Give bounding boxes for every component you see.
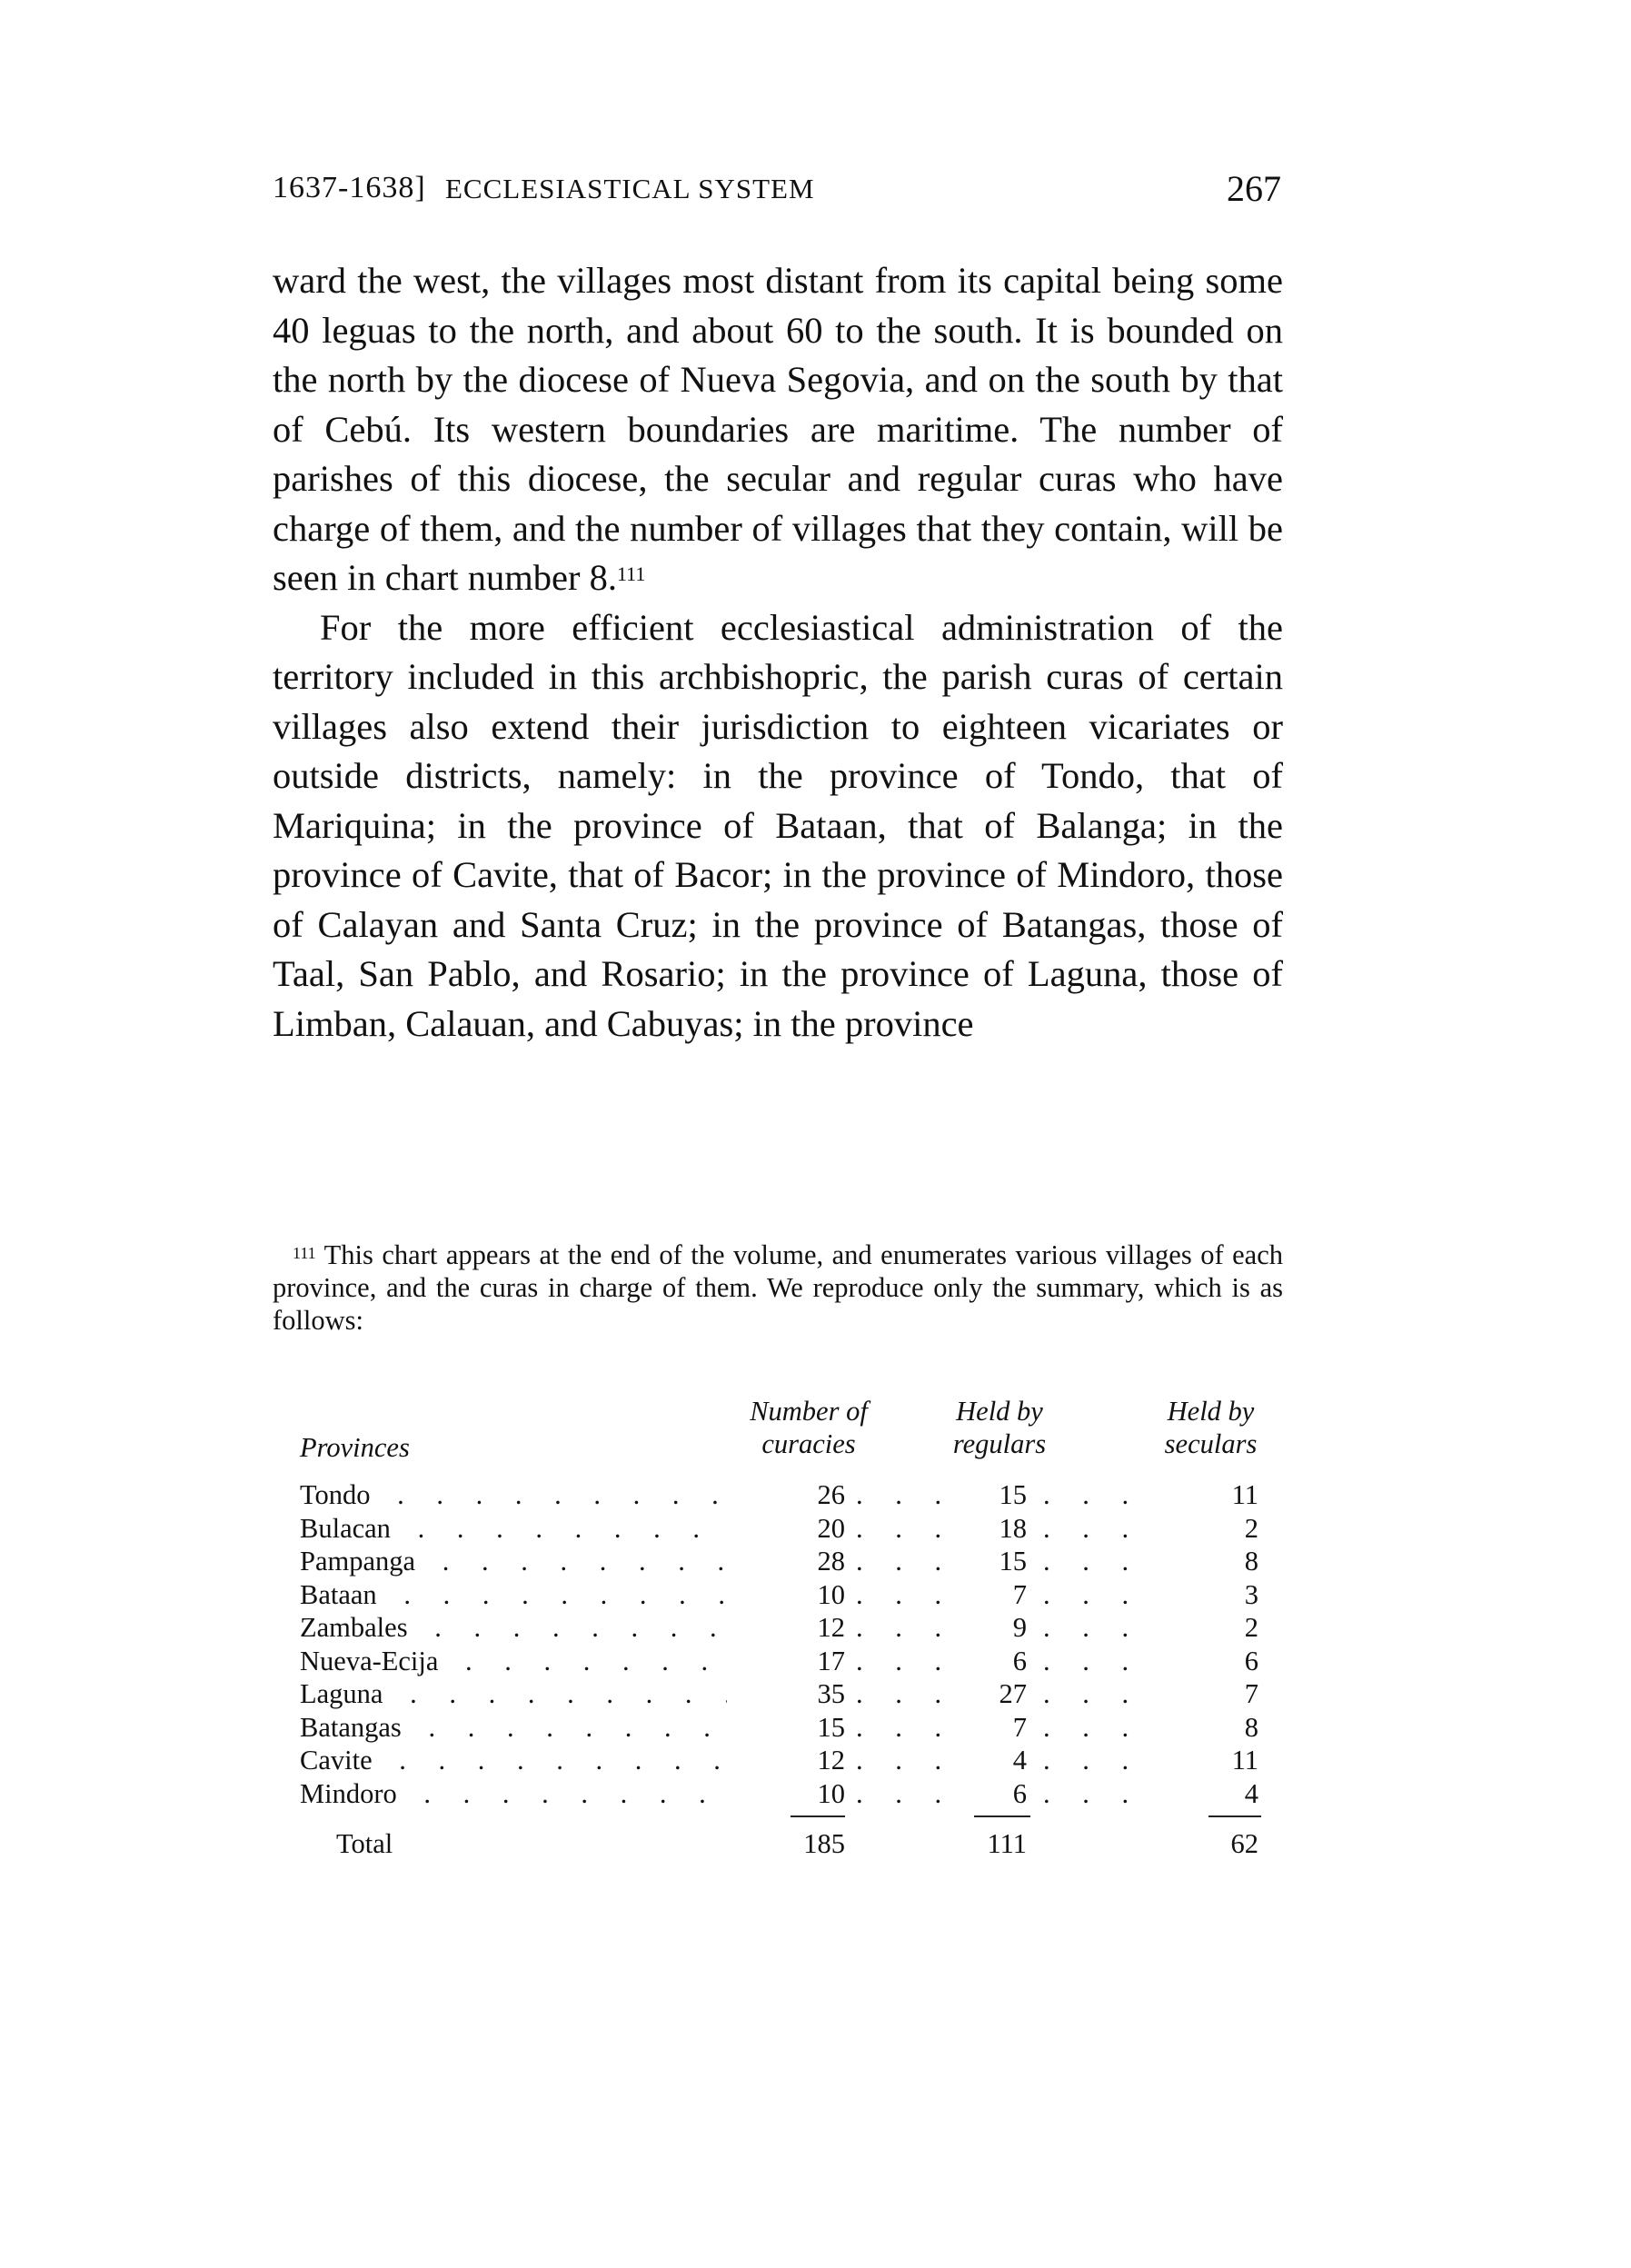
table-row: Nueva-Ecija . . . 17 . . . 6 . . . 6	[300, 1645, 1283, 1678]
running-head-dates: 1637-1638]	[273, 171, 426, 204]
header-seculars: Held by seculars	[1164, 1396, 1258, 1459]
footnote-marker: 111	[293, 1244, 316, 1262]
header-provinces: Provinces	[300, 1432, 410, 1463]
total-label: Total	[336, 1828, 393, 1859]
total-rules	[300, 1810, 1283, 1823]
table-row: Bataan . . . 10 . . . 7 . . . 3	[300, 1578, 1283, 1612]
running-head	[273, 169, 1281, 211]
header-curacies: Number of curacies	[750, 1396, 868, 1459]
running-head-title: ECCLESIASTICAL SYSTEM	[445, 173, 815, 204]
table-row: Pampanga . . . 28 . . . 15 . . . 8	[300, 1545, 1283, 1578]
table-header	[300, 1395, 1283, 1478]
table-row: Tondo . . . 26 . . . 15 . . . 11	[300, 1478, 1283, 1512]
header-regulars: Held by regulars	[952, 1396, 1047, 1459]
total-regulars: 111	[987, 1828, 1027, 1859]
body-text	[273, 256, 1283, 1049]
table-row: Batangas . . . 15 . . . 7 . . . 8	[300, 1711, 1283, 1745]
table-row: Mindoro . . . 10 . . . 6 . . . 4	[300, 1777, 1283, 1811]
paragraph-1: ward the west, the villages most distant from its capital being some 40 leguas to the north, and about 60 to the south. It is bounded on the north by the diocese of Nueva Segovia, and on the south by that of Cebú. Its western boundaries are maritime. The number of parishes of this diocese, the secular and regular curas who have charge of them, and the number of villages that they contain, will be seen in chart number 8.$^{111}$	[273, 260, 1283, 598]
table-row: Cavite . . . 12 . . . 4 . . . 11	[300, 1744, 1283, 1777]
footnote-text: This chart appears at the end of the volume, and enumerates various villages of each province, and the curas in charge of them. We reproduce only the summary, which is as follows:	[273, 1239, 1283, 1336]
page-number: 267	[1227, 168, 1281, 209]
summary-table	[300, 1395, 1283, 1865]
total-seculars: 62	[1230, 1828, 1258, 1859]
table-row: Zambales . . . 12 . . . 9 . . . 2	[300, 1611, 1283, 1645]
paragraph-2: For the more efficient ecclesiastical administration of the territory included in this archbishopric, the parish curas of certain villages also extend their jurisdiction to eighteen vicariates or outside districts, namely: in the province of Tondo, that of Mariquina; in the province of Bataan, that of Balanga; in the province of Cavite, that of Bacor; in the province of Mindoro, those of Calayan and Santa Cruz; in the province of Batangas, those of Taal, San Pablo, and Rosario; in the province of Laguna, those of Limban, Calauan, and Cabuyas; in the province	[273, 606, 1283, 1044]
table-row: Bulacan . . . 20 . . . 18 . . . 2	[300, 1512, 1283, 1546]
total-curacies: 185	[803, 1828, 845, 1859]
footnote	[273, 1238, 1283, 1337]
rule-regulars	[974, 1815, 1030, 1817]
footnote-reference[interactable]: 111	[617, 562, 646, 585]
table-row: Laguna . . . 35 . . . 27 . . . 7	[300, 1677, 1283, 1711]
rule-seculars	[1208, 1815, 1261, 1817]
table-total-row	[300, 1823, 1283, 1865]
rule-curacies	[791, 1815, 845, 1817]
